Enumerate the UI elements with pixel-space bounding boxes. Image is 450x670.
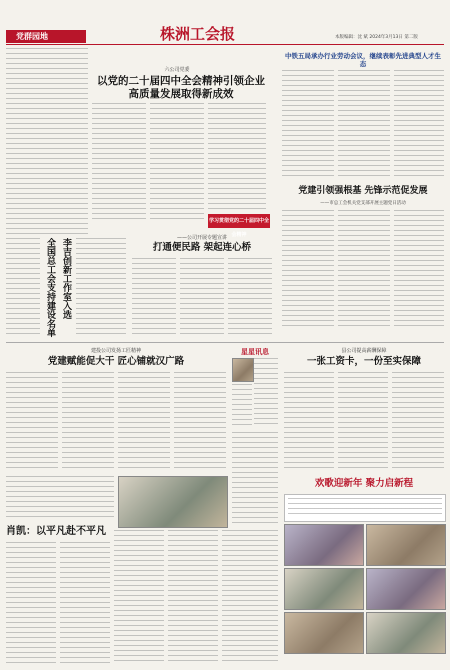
right-mid-headline: 党建引领强根基 先锋示范促发展 bbox=[298, 186, 428, 196]
wage-body-3 bbox=[392, 372, 444, 472]
issue-meta: 本版编辑：沈 斌 2024年3月13日 第二版 bbox=[335, 35, 418, 40]
wage-kicker: 县公司提高薪酬保障 bbox=[341, 348, 387, 354]
bottom-left-body-4 bbox=[168, 530, 218, 664]
festival-photo-6 bbox=[366, 612, 446, 654]
center-mid-body-3 bbox=[228, 258, 272, 338]
festival-photo-5 bbox=[284, 612, 364, 654]
festival-info-lines bbox=[288, 498, 442, 518]
left-lower-body bbox=[6, 476, 114, 520]
festival-photo-3 bbox=[284, 568, 364, 610]
bottom-left-body-2 bbox=[60, 542, 110, 664]
center-lower-body bbox=[232, 432, 278, 526]
wage-body-1 bbox=[284, 372, 334, 472]
wage-headline: 一张工资卡，一份至实保障 bbox=[306, 356, 421, 367]
left-mid-body-1 bbox=[6, 372, 58, 472]
work-site-photo bbox=[118, 476, 228, 528]
lead-body-left bbox=[6, 48, 88, 238]
star-news-body bbox=[254, 358, 278, 428]
star-news-photo bbox=[232, 358, 254, 382]
right-top-body-2 bbox=[338, 70, 390, 180]
right-top-headline: 中铁五局承办行业劳动会议，继续表彰先进典型人才生态 bbox=[285, 52, 441, 68]
festival-photo-4 bbox=[366, 568, 446, 610]
left-mid-kicker: 建投公司发扬工匠精神 bbox=[90, 348, 141, 354]
center-mid-headline: 打通便民路 架起连心桥 bbox=[152, 242, 252, 253]
study-banner: 学习贯彻党的二十届四中全会精神 bbox=[208, 214, 270, 228]
left-mid-body-4 bbox=[174, 372, 226, 472]
right-mid-body-1 bbox=[282, 210, 334, 330]
festival-photo-2 bbox=[366, 524, 446, 566]
bottom-left-headline: 肖凯：以平凡赴不平凡 bbox=[6, 526, 106, 537]
vertical-article-body-2 bbox=[76, 238, 126, 338]
star-news-body-2 bbox=[232, 384, 252, 428]
right-mid-subtitle: ——市总工会机关党支部开展主题党日活动 bbox=[320, 201, 406, 206]
vertical-headline-1: 李吉创新工作室入选 bbox=[61, 238, 71, 319]
right-top-body-3 bbox=[394, 70, 444, 180]
section-divider bbox=[6, 342, 444, 343]
right-mid-body-2 bbox=[338, 210, 390, 330]
vertical-headline-2: 全国总工会支持建设名单 bbox=[45, 238, 55, 337]
newspaper-masthead: 株洲工会报 bbox=[160, 25, 236, 43]
center-mid-body-2 bbox=[180, 258, 224, 338]
section-tag: 党群园地 bbox=[6, 30, 86, 43]
right-top-body-1 bbox=[282, 70, 334, 180]
bottom-left-body-3 bbox=[114, 530, 164, 664]
lead-headline: 以党的二十届四中全会精神引领企业高质量发展取得新成效 bbox=[97, 75, 265, 100]
header-rule bbox=[6, 44, 444, 45]
lead-body-col1 bbox=[92, 103, 146, 223]
right-mid-body-3 bbox=[394, 210, 444, 330]
festival-info-box bbox=[284, 494, 446, 522]
center-mid-body-1 bbox=[132, 258, 176, 338]
festival-photo-1 bbox=[284, 524, 364, 566]
festival-headline: 欢歌迎新年 聚力启新程 bbox=[314, 478, 414, 489]
bottom-left-body-5 bbox=[222, 530, 278, 664]
left-mid-headline: 党建赋能促大干 匠心铺就汉广路 bbox=[47, 356, 185, 367]
center-mid-kicker: ——公司开展专题宣讲 bbox=[176, 235, 227, 241]
wage-body-2 bbox=[338, 372, 388, 472]
star-news-title: 星星讯息 bbox=[241, 347, 269, 356]
lead-body-col3 bbox=[208, 103, 266, 213]
vertical-article-body bbox=[6, 238, 40, 338]
bottom-left-body-1 bbox=[6, 542, 56, 664]
lead-body-col2 bbox=[150, 103, 204, 223]
left-mid-body-2 bbox=[62, 372, 114, 472]
lead-kicker: 六公司党委 bbox=[164, 67, 190, 73]
left-mid-body-3 bbox=[118, 372, 170, 472]
